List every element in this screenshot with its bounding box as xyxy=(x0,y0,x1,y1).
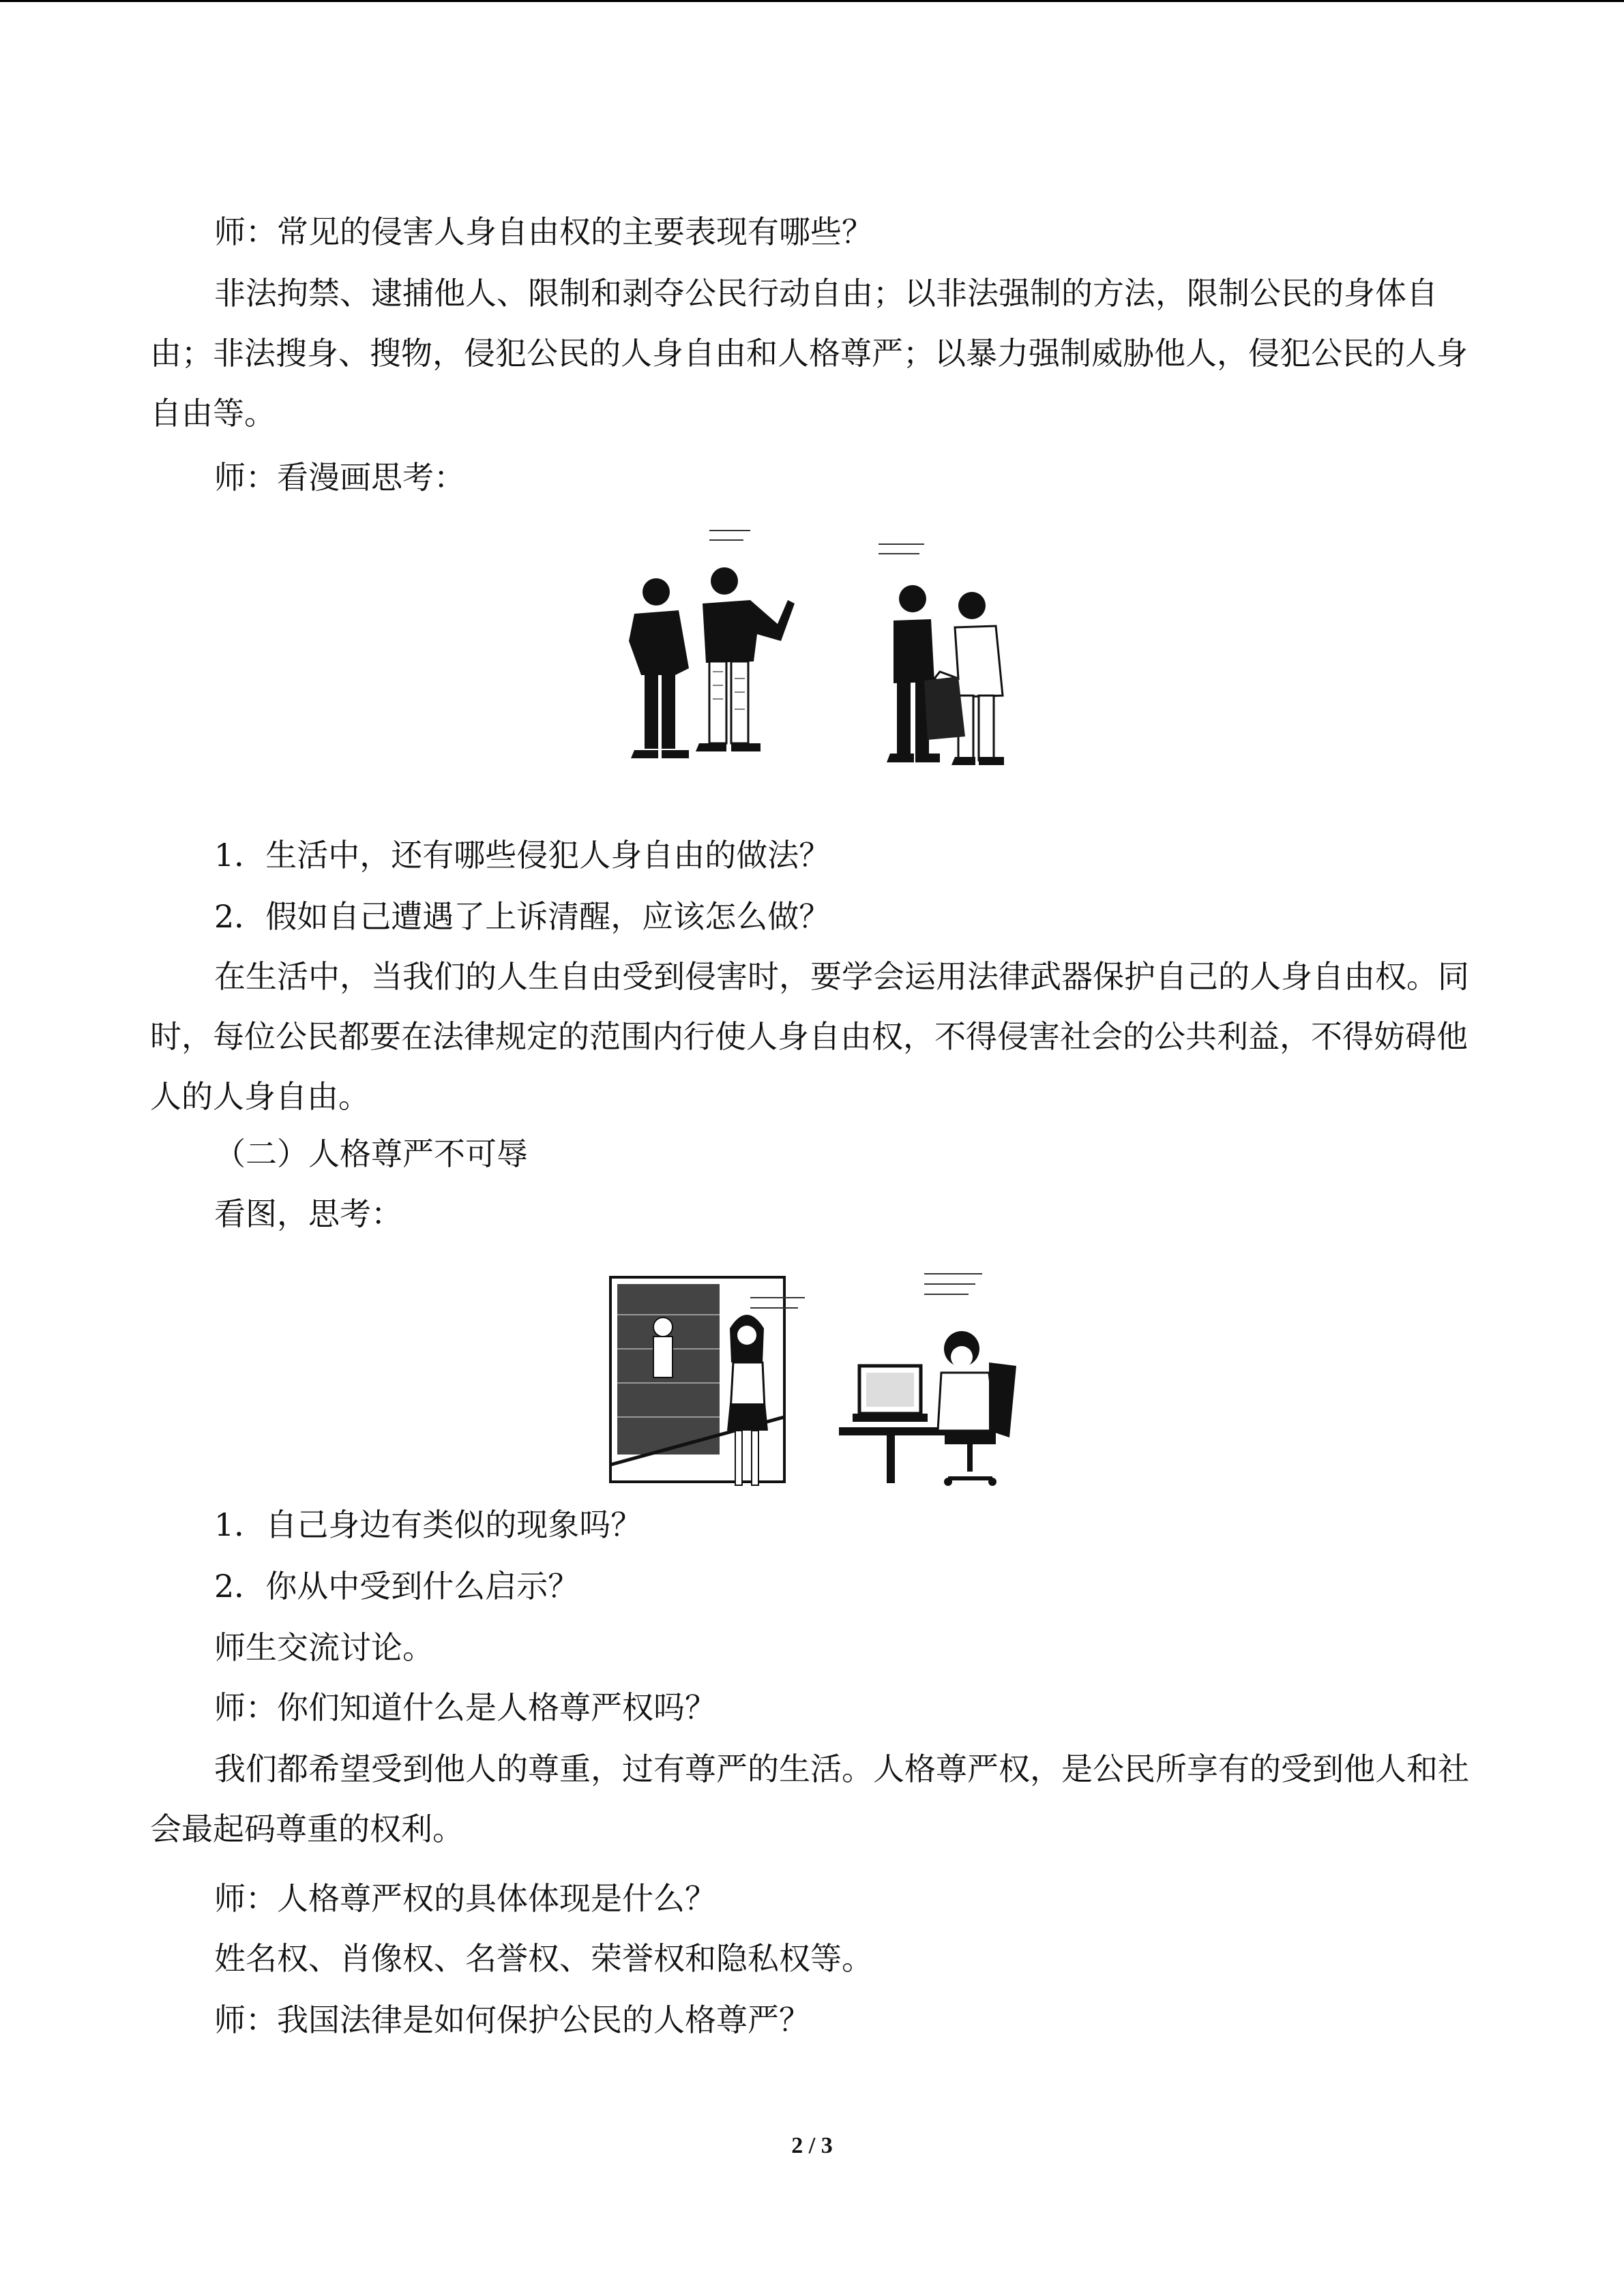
comic-mall-and-computer-icon xyxy=(580,1247,1084,1506)
paragraph-question-3: 师：人格尊严权的具体体现是什么？ xyxy=(214,1880,716,1917)
top-border xyxy=(0,0,1624,2)
paragraph-question-list-2: 2．假如自己遭遇了上诉清醒，应该怎么做？ xyxy=(214,898,831,935)
paragraph-answer-3: 姓名权、肖像权、名誉权、荣誉权和隐私权等。 xyxy=(214,1940,873,1977)
paragraph-question-list-1: 1．生活中，还有哪些侵犯人身自由的做法？ xyxy=(214,837,831,874)
paragraph-explanation-1: 在生活中，当我们的人生自由受到侵害时，要学会运用法律武器保护自己的人身自由权。同时，每位公民都要在法律规定的范围内行使人身自由权，不得侵害社会的公共利益，不得妨碍他人的人身自由。 xyxy=(150,958,1469,1115)
paragraph-comic-prompt-1: 师：看漫画思考： xyxy=(214,459,465,496)
paragraph-discussion: 师生交流讨论。 xyxy=(214,1629,434,1666)
comic-two-scenes-icon xyxy=(614,505,1078,791)
paragraph-comic-prompt-2: 看图，思考： xyxy=(214,1195,402,1232)
paragraph-question-4: 师：我国法律是如何保护公民的人格尊严？ xyxy=(214,2001,810,2038)
paragraph-question-list-3: 1．自己身边有类似的现象吗？ xyxy=(214,1506,643,1543)
paragraph-answer-1: 非法拘禁、逮捕他人、限制和剥夺公民行动自由；以非法强制的方法，限制公民的身体自由；非法搜身、搜物，侵犯公民的人身自由和人格尊严；以暴力强制威胁他人，侵犯公民的人身自由等。 xyxy=(150,275,1468,432)
paragraph-question-2: 师：你们知道什么是人格尊严权吗？ xyxy=(214,1689,716,1726)
paragraph-question-list-4: 2．你从中受到什么启示？ xyxy=(214,1568,580,1605)
paragraph-answer-2: 我们都希望受到他人的尊重，过有尊严的生活。人格尊严权，是公民所享有的受到他人和社会最起码尊重的权利。 xyxy=(150,1750,1469,1847)
page-number: 2 / 3 xyxy=(791,2133,833,2158)
paragraph-question-1: 师：常见的侵害人身自由权的主要表现有哪些？ xyxy=(214,213,873,250)
section-heading: （二）人格尊严不可辱 xyxy=(214,1135,528,1172)
